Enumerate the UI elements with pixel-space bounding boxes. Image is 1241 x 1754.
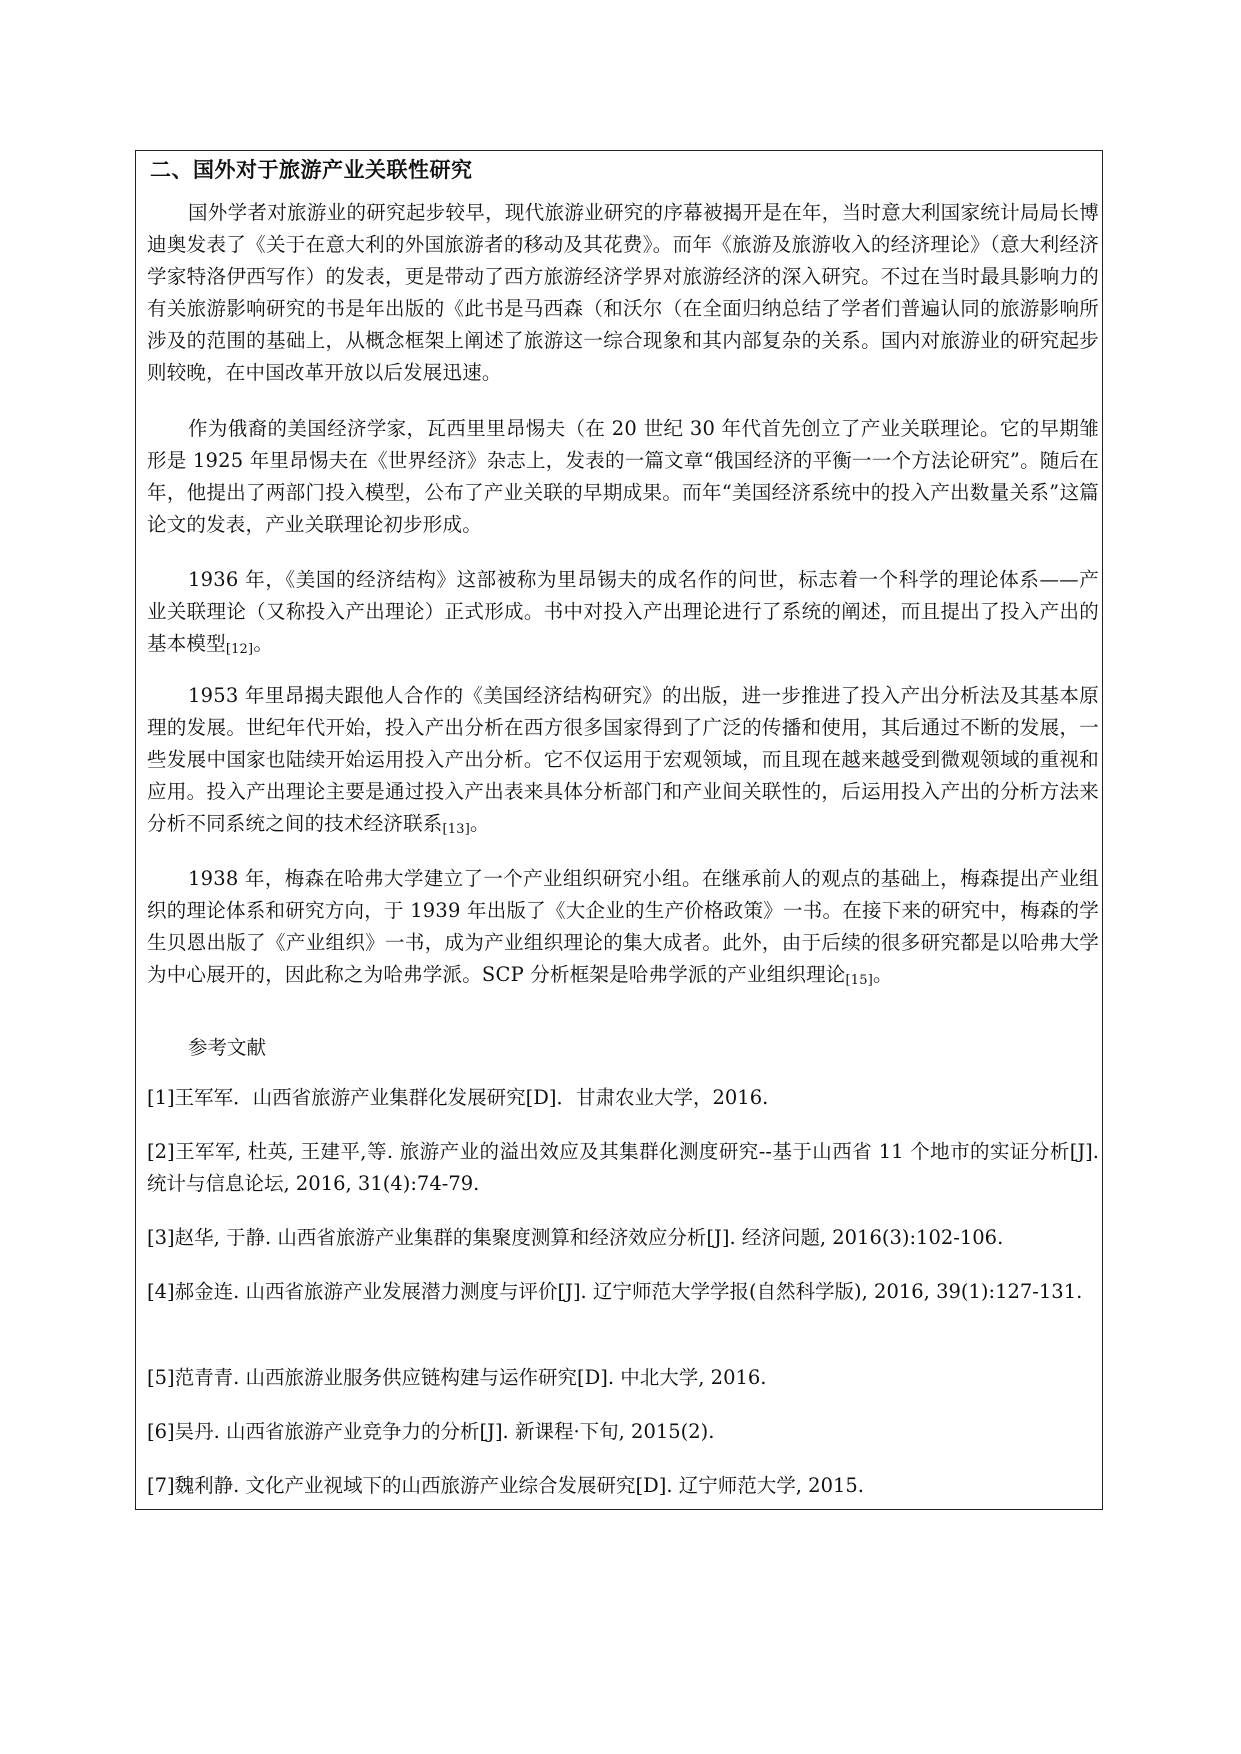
citation: [13] bbox=[442, 822, 471, 837]
reference-item: [3]赵华, 于静. 山西省旅游产业集群的集聚度测算和经济效应分析[J]. 经济问题, 2016(3):102-106. bbox=[147, 1226, 1004, 1249]
paragraph-3 bbox=[147, 564, 1099, 666]
paragraph-tail: 。 bbox=[873, 963, 893, 986]
reference-item: [5]范青青. 山西旅游业服务供应链构建与运作研究[D]. 中北大学, 2016. bbox=[147, 1366, 767, 1389]
paragraph-text: 1953 年里昂揭夫跟他人合作的《美国经济结构研究》的出版，进一步推进了投入产出分析法及其基本原理的发展。世纪年代开始，投入产出分析在西方很多国家得到了广泛的传播和使用，其后通过不断的发展，一些发展中国家也陆续开始运用投入产出分析。它不仅运用于宏观领域，而且现在越来越受到微观领域的重视和应用。投入产出理论主要是通过投入产出表来具体分析部门和产业间关联性的，后运用投入产出的分析方法来分析不同系统之间的技术经济联系 bbox=[147, 684, 1099, 835]
paragraph-4 bbox=[147, 680, 1099, 846]
paragraph-1 bbox=[147, 197, 1099, 389]
paragraph-text: 国外学者对旅游业的研究起步较早，现代旅游业研究的序幕被揭开是在年，当时意大利国家统计局局长博迪奥发表了《关于在意大利的外国旅游者的移动及其花费》。而年《旅游及旅游收入的经济理论》（意大利经济学家特洛伊西写作）的发表，更是带动了西方旅游经济学界对旅游经济的深入研究。不过在当时最具影响力的有关旅游影响研究的书是年出版的《此书是马西森（和沃尔（在全面归纳总结了学者们普遍认同的旅游影响所涉及的范围的基础上，从概念框架上阐述了旅游这一综合现象和其内部复杂的关系。国内对旅游业的研究起步则较晚，在中国改革开放以后发展迅速。 bbox=[147, 201, 1099, 384]
section-heading: 二、国外对于旅游产业关联性研究 bbox=[150, 157, 473, 182]
citation: [12] bbox=[225, 642, 254, 657]
paragraph-text: 作为俄裔的美国经济学家，瓦西里里昂惕夫（在 20 世纪 30 年代首先创立了产业关联理论。它的早期雏形是 1925 年里昂惕夫在《世界经济》杂志上，发表的一篇文章“俄国经济的平衡一一个方法论研究”。随后在年，他提出了两部门投入模型，公布了产业关联的早期成果。而年“美国经济系统中的投入产出数量关系”这篇论文的发表，产业关联理论初步形成。 bbox=[147, 417, 1099, 536]
paragraph-text: 1936 年，《美国的经济结构》这部被称为里昂锡夫的成名作的问世，标志着一个科学的理论体系——产业关联理论（又称投入产出理论）正式形成。书中对投入产出理论进行了系统的阐述，而且提出了投入产出的基本模型 bbox=[147, 568, 1099, 655]
paragraph-tail: 。 bbox=[253, 632, 274, 655]
paragraph-tail: 。 bbox=[470, 812, 490, 835]
citation: [15] bbox=[845, 973, 873, 988]
paragraph-2 bbox=[147, 413, 1099, 541]
reference-item: [4]郝金连. 山西省旅游产业发展潜力测度与评价[J]. 辽宁师范大学学报(自然科学版), 2016, 39(1):127-131. bbox=[147, 1280, 1083, 1303]
references-heading: 参考文献 bbox=[188, 1036, 267, 1059]
reference-item: [2]王军军, 杜英, 王建平,等. 旅游产业的溢出效应及其集群化测度研究--基于山西省 11 个地市的实证分析[J]. 统计与信息论坛, 2016, 31(4):74-79. bbox=[147, 1140, 1099, 1195]
reference-item: [1]王军军．山西省旅游产业集群化发展研究[D]．甘肃农业大学，2016. bbox=[147, 1086, 769, 1109]
paragraph-5 bbox=[147, 863, 1099, 997]
paragraph-text: 1938 年，梅森在哈弗大学建立了一个产业组织研究小组。在继承前人的观点的基础上，梅森提出产业组织的理论体系和研究方向，于 1939 年出版了《大企业的生产价格政策》一书。在接下来的研究中，梅森的学生贝恩出版了《产业组织》一书，成为产业组织理论的集大成者。此外，由于后续的很多研究都是以哈弗大学为中心展开的，因此称之为哈弗学派。SCP 分析框架是哈弗学派的产业组织理论 bbox=[147, 867, 1099, 986]
reference-item: [6]吴丹. 山西省旅游产业竞争力的分析[J]. 新课程·下旬, 2015(2). bbox=[147, 1420, 715, 1443]
reference-item: [7]魏利静. 文化产业视域下的山西旅游产业综合发展研究[D]. 辽宁师范大学, 2015. bbox=[147, 1474, 864, 1497]
